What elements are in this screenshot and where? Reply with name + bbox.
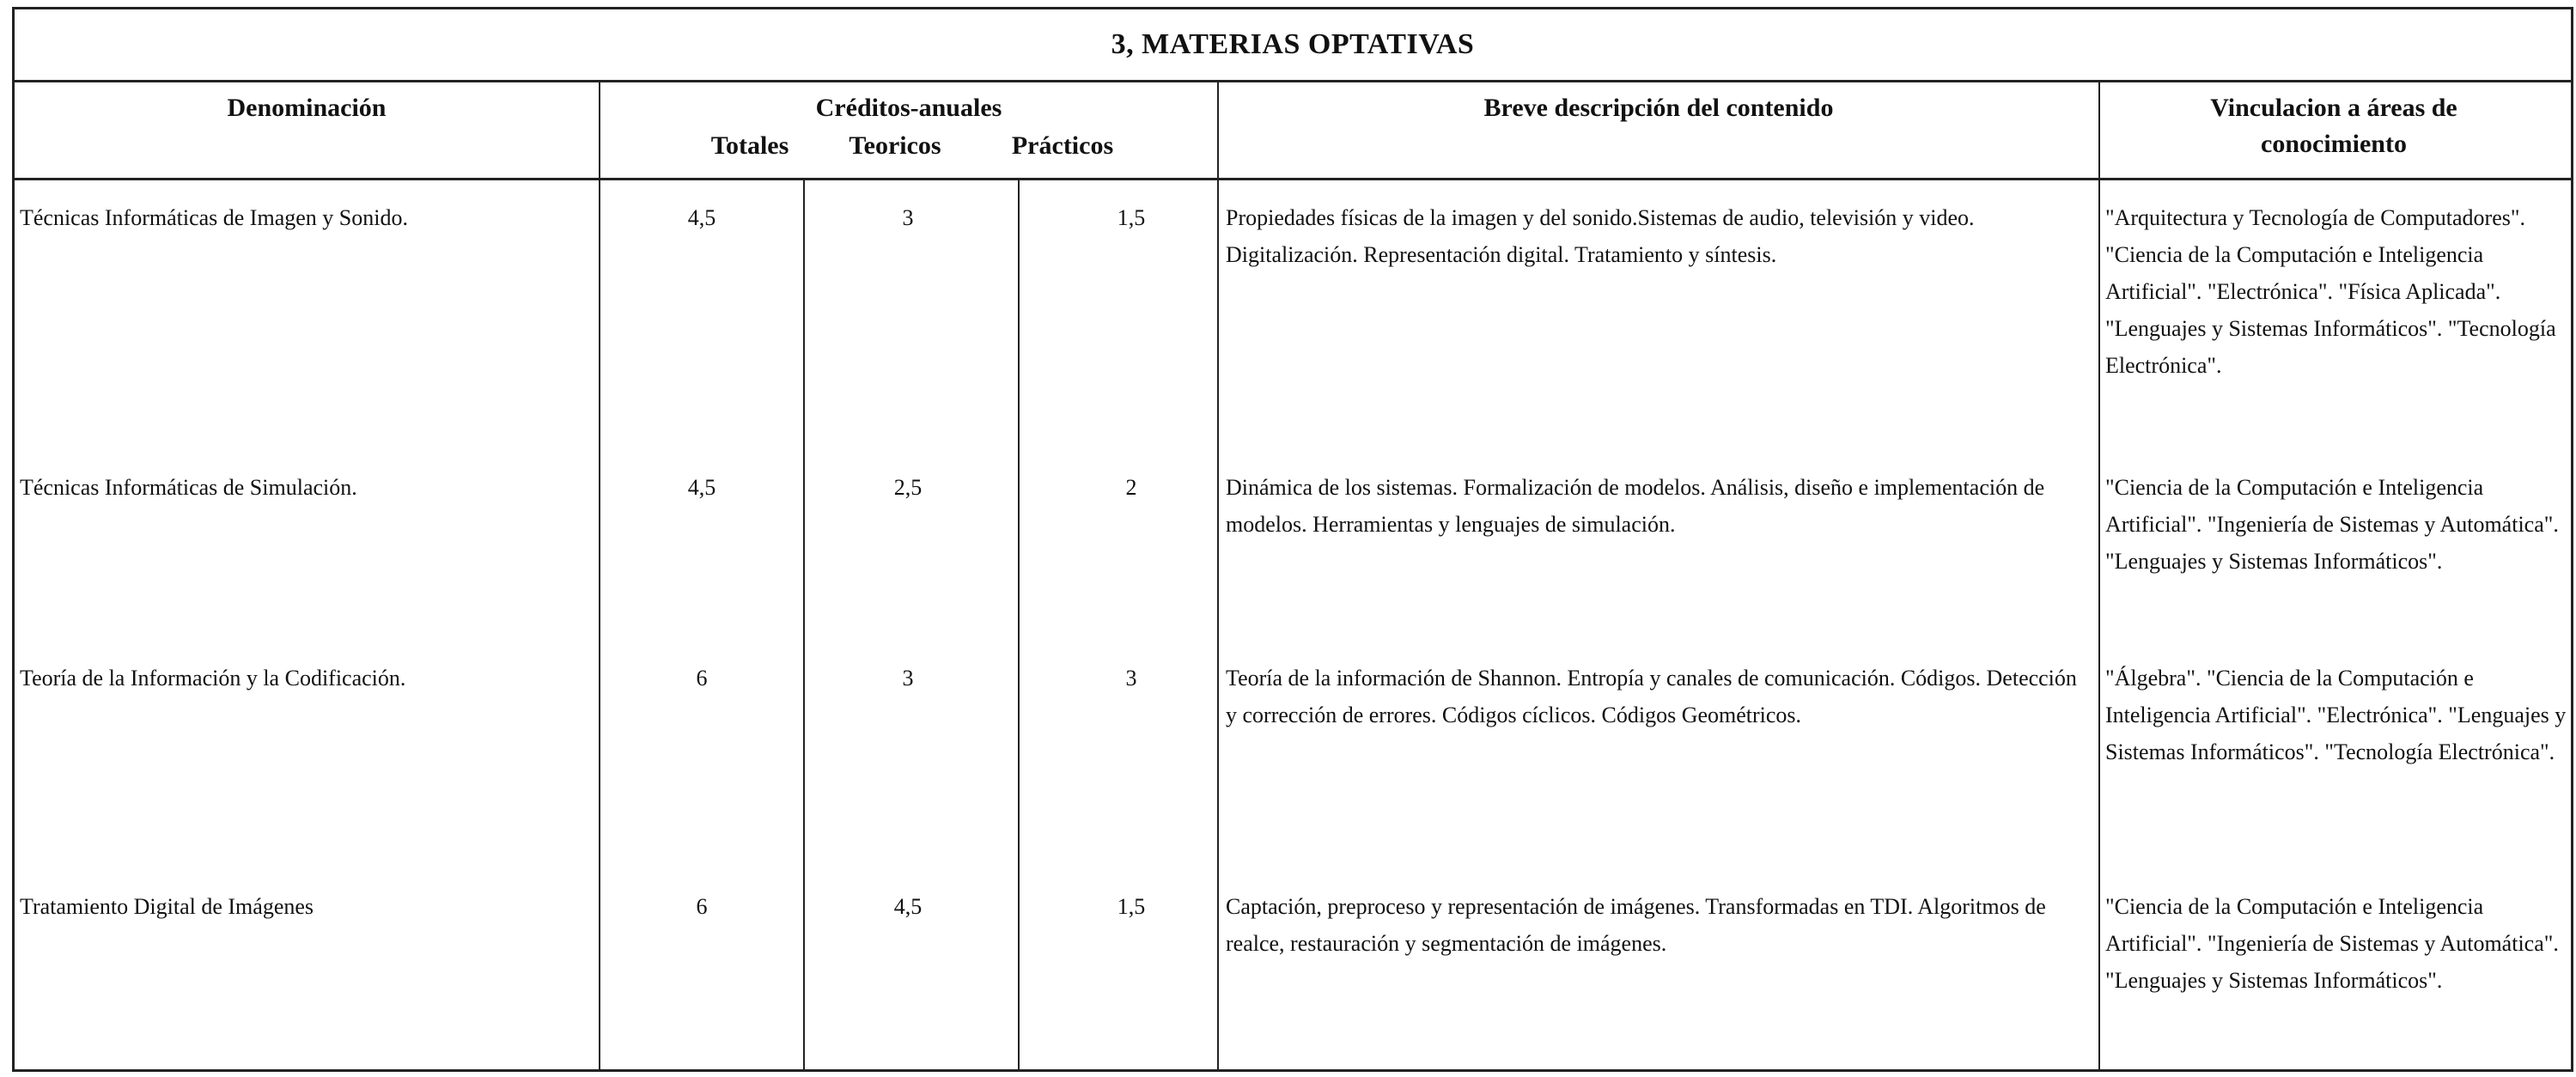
col-divider-teoricos: [1018, 180, 1020, 1069]
row-4-teoricos: 4,5: [893, 894, 923, 919]
row-1-teoricos: 3: [902, 205, 914, 230]
col-divider-totales: [803, 180, 805, 1069]
header-descripcion: Breve descripción del contenido: [1483, 94, 1834, 122]
row-1-totales: 4,5: [687, 205, 716, 230]
row-2-practicos: 2: [1125, 475, 1137, 500]
header-teoricos: Teoricos: [849, 131, 941, 160]
col-divider-denominacion: [599, 82, 600, 1069]
row-4-denominacion: Tratamiento Digital de Imágenes: [20, 894, 314, 919]
row-1-descripcion: Propiedades físicas de la imagen y del sonido.Sistemas de audio, televisión y video. Digitalización. Representación digital. Tratamiento y síntesis.: [1226, 205, 1975, 267]
header-practicos: Prácticos: [1011, 131, 1114, 160]
row-2-vinculacion: "Ciencia de la Computación e Inteligencia Artificial". "Ingeniería de Sistemas y Automática". "Lenguajes y Sistemas Informáticos".: [2105, 475, 2559, 574]
header-vinculacion: Vinculacion a áreas de conocimiento: [2210, 94, 2457, 158]
row-2-descripcion: Dinámica de los sistemas. Formalización de modelos. Análisis, diseño e implementación de modelos. Herramientas y lenguajes de simulación.: [1226, 475, 2045, 537]
row-4-practicos: 1,5: [1117, 894, 1146, 919]
header-divider: [15, 178, 2571, 180]
header-totales: Totales: [710, 131, 789, 160]
col-divider-creditos: [1217, 82, 1219, 1069]
page-title: 3, MATERIAS OPTATIVAS: [1111, 28, 1475, 60]
row-3-descripcion: Teoría de la información de Shannon. Entropía y canales de comunicación. Códigos. Detección y corrección de errores. Códigos cíclicos. Códigos Geométricos.: [1226, 666, 2077, 727]
row-3-totales: 6: [696, 666, 708, 691]
row-1-vinculacion: "Arquitectura y Tecnología de Computadores". "Ciencia de la Computación e Inteligencia Artificial". "Electrónica". "Física Aplicada". "Lenguajes y Sistemas Informáticos". "Tecnología Electrónica".: [2105, 205, 2556, 378]
row-2-denominacion: Técnicas Informáticas de Simulación.: [20, 475, 357, 500]
materias-optativas-table: [12, 7, 2573, 1072]
row-4-totales: 6: [696, 894, 708, 919]
row-3-teoricos: 3: [902, 666, 914, 691]
title-divider: [15, 80, 2571, 82]
row-4-descripcion: Captación, preproceso y representación de imágenes. Transformadas en TDI. Algoritmos de realce, restauración y segmentación de imágenes.: [1226, 894, 2046, 956]
col-divider-descripcion: [2098, 82, 2100, 1069]
row-3-practicos: 3: [1125, 666, 1137, 691]
row-4-vinculacion: "Ciencia de la Computación e Inteligencia Artificial". "Ingeniería de Sistemas y Automática". "Lenguajes y Sistemas Informáticos".: [2105, 894, 2559, 993]
row-3-vinculacion: "Álgebra". "Ciencia de la Computación e Inteligencia Artificial". "Electrónica". "Lenguajes y Sistemas Informáticos". "Tecnología Electrónica".: [2105, 666, 2567, 764]
row-2-totales: 4,5: [687, 475, 716, 500]
header-denominacion: Denominación: [227, 94, 387, 122]
row-1-practicos: 1,5: [1117, 205, 1146, 230]
row-2-teoricos: 2,5: [893, 475, 923, 500]
row-3-denominacion: Teoría de la Información y la Codificación.: [20, 666, 406, 691]
header-creditos-anuales: Créditos-anuales: [815, 94, 1002, 122]
row-1-denominacion: Técnicas Informáticas de Imagen y Sonido.: [20, 205, 408, 230]
